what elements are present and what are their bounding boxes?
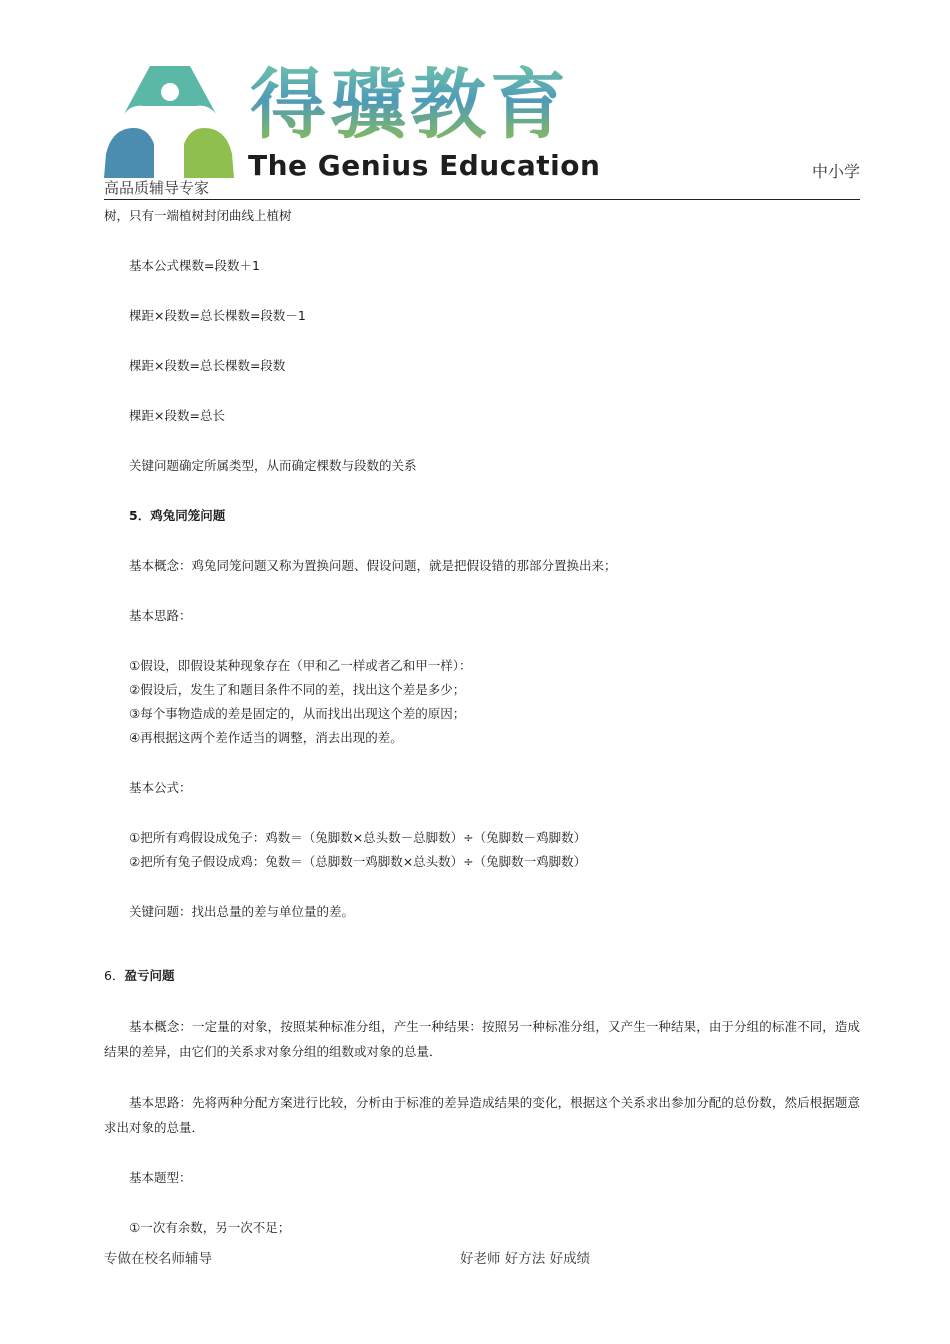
key-question: 关键问题确定所属类型，从而确定棵数与段数的关系	[129, 458, 417, 473]
formula-line: 棵距×段数=总长棵数=段数－1	[129, 308, 306, 323]
header-slogan: 高品质辅导专家	[104, 179, 210, 197]
section-title: 5．鸡兔同笼问题	[129, 508, 226, 523]
list-item: ①一次有余数，另一次不足；	[129, 1220, 291, 1235]
list-item: ③每个事物造成的差是固定的，从而找出出现这个差的原因；	[129, 706, 466, 721]
formula-line: 棵距×段数=总长棵数=段数	[129, 358, 286, 373]
header-level: 中小学	[811, 162, 860, 181]
brand-logo-icon	[104, 66, 234, 178]
list-item: ②把所有兔子假设成鸡：兔数＝（总脚数一鸡脚数×总头数）÷（兔脚数一鸡脚数）	[129, 854, 587, 869]
key-question: 关键问题：找出总量的差与单位量的差。	[129, 904, 355, 919]
formula-line: 棵距×段数=总长	[129, 408, 225, 423]
header-divider	[104, 199, 860, 200]
page-header	[104, 62, 860, 202]
brand-name-en: The Genius Education	[248, 149, 601, 182]
paragraph: 树，只有一端植树封闭曲线上植树	[104, 208, 292, 223]
paragraph: 基本思路：先将两种分配方案进行比较，分析由于标准的差异造成结果的变化，根据这个关系求出参加分配的总份数，然后根据题意求出对象的总量．	[104, 1095, 860, 1135]
formula-line: 基本公式棵数=段数＋1	[129, 258, 260, 273]
page-footer	[104, 1247, 860, 1269]
section-number: 6．	[104, 968, 125, 983]
paragraph: 基本概念：一定量的对象，按照某种标准分组，产生一种结果：按照另一种标准分组，又产生一种结果，由于分组的标准不同，造成结果的差异，由它们的关系求对象分组的组数或对象的总量．	[104, 1019, 860, 1059]
footer-left: 专做在校名师辅导	[104, 1251, 212, 1267]
section-title-text: 盈亏问题	[124, 968, 175, 983]
label: 基本题型：	[129, 1170, 192, 1185]
list-item: ②假设后，发生了和题目条件不同的差，找出这个差是多少；	[129, 682, 466, 697]
list-item: ④再根据这两个差作适当的调整，消去出现的差。	[129, 730, 403, 745]
document-body	[104, 204, 860, 1240]
label: 基本公式：	[129, 780, 192, 795]
list-item: ①把所有鸡假设成兔子：鸡数＝（兔脚数×总头数－总脚数）÷（兔脚数－鸡脚数）	[129, 830, 587, 845]
label: 基本思路：	[129, 608, 192, 623]
footer-right: 好老师 好方法 好成绩	[460, 1251, 591, 1267]
brand-name-cn: 得骥教育	[250, 60, 570, 149]
paragraph: 基本概念：鸡兔同笼问题又称为置换问题、假设问题，就是把假设错的那部分置换出来；	[129, 558, 617, 573]
section-title	[104, 964, 860, 988]
list-item: ①假设，即假设某种现象存在（甲和乙一样或者乙和甲一样）：	[129, 658, 472, 673]
